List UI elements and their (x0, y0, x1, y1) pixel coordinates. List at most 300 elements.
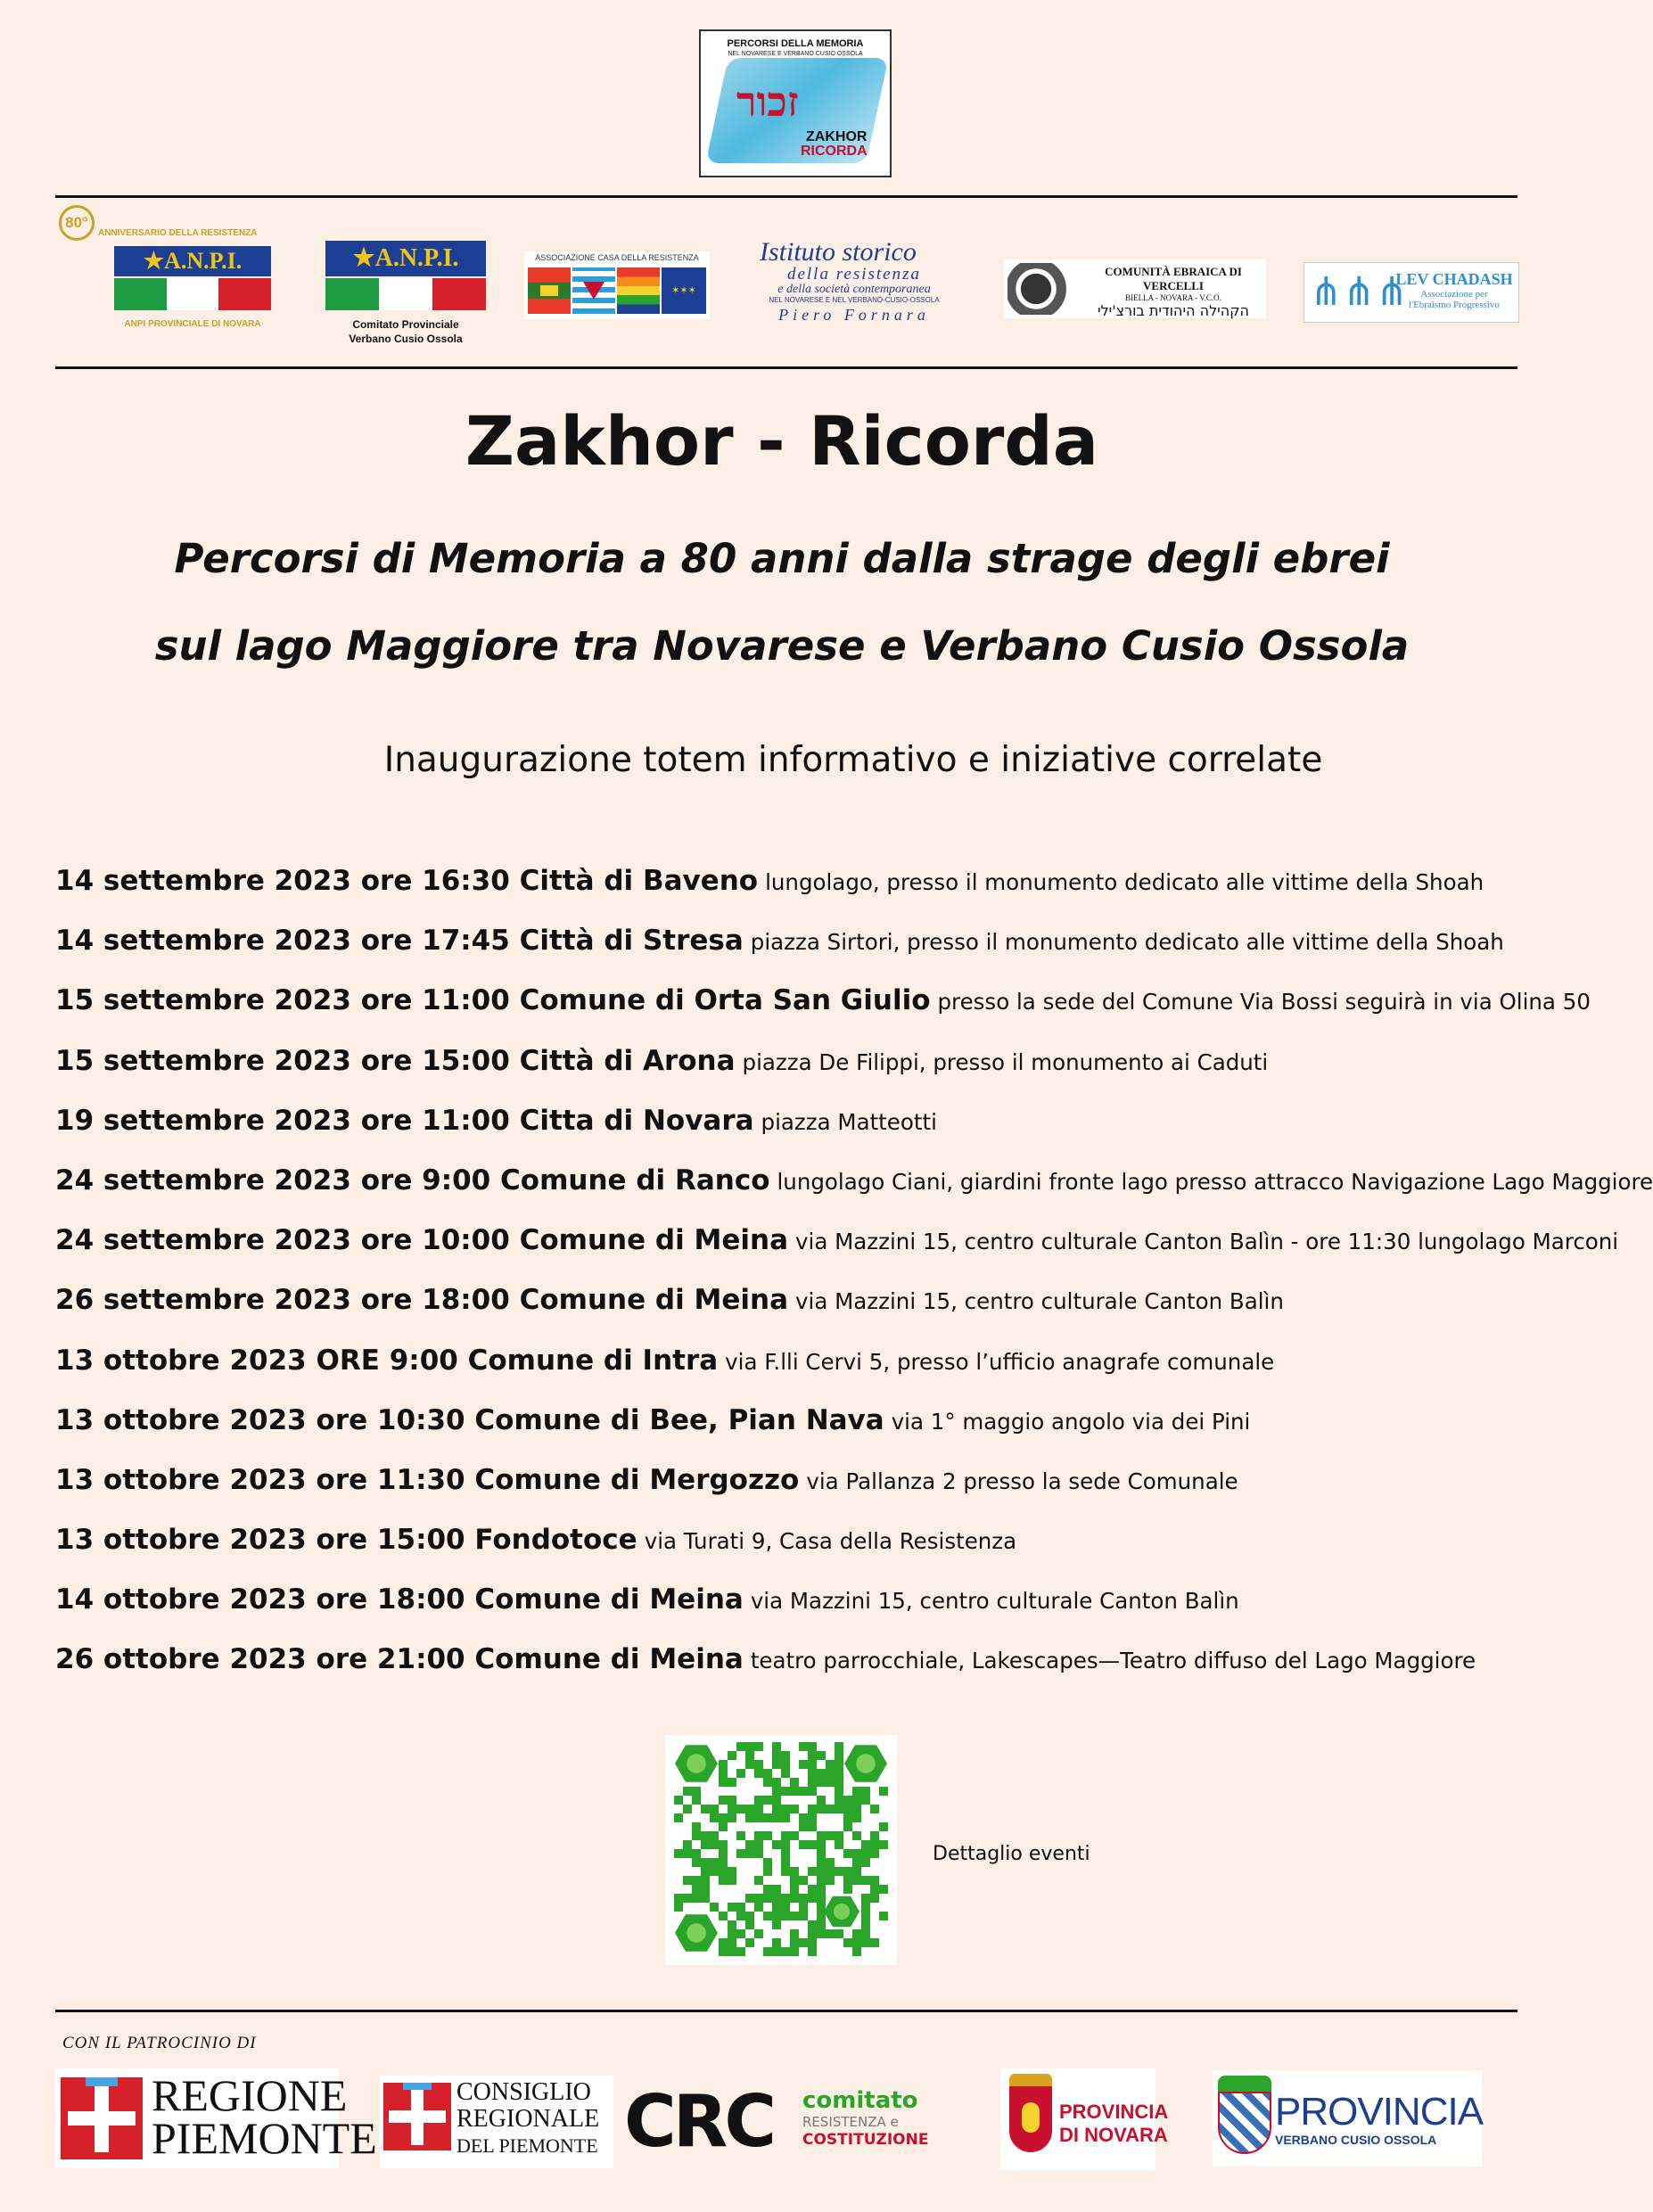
events-list (55, 865, 1653, 1704)
qr-module (763, 1778, 772, 1787)
event-when: 26 ottobre 2023 ore 21:00 Comune di Meina (55, 1643, 744, 1676)
qr-module (710, 1813, 719, 1822)
qr-module (754, 1894, 763, 1903)
event-item (55, 1524, 1535, 1583)
qr-module (852, 1813, 861, 1822)
qr-module (736, 1903, 745, 1912)
qr-module (790, 1885, 799, 1894)
qr-module (843, 1813, 852, 1822)
qr-module (817, 1903, 826, 1912)
qr-module (861, 1929, 870, 1938)
qr-module (781, 1787, 790, 1796)
qr-module (754, 1796, 763, 1805)
novara-line2: DI NOVARA (1059, 2124, 1168, 2146)
qr-module (781, 1831, 790, 1840)
qr-module (701, 1840, 710, 1849)
qr-module (728, 1813, 736, 1822)
qr-module (736, 1912, 745, 1920)
anniversary-caption: ANNIVERSARIO DELLA RESISTENZA (98, 228, 258, 238)
qr-module (683, 1805, 692, 1813)
qr-module (817, 1894, 826, 1903)
qr-module (817, 1912, 826, 1920)
comunita-line3: הקהילה היהודית בורצ'ילי (1097, 302, 1249, 319)
qr-module (728, 1796, 736, 1805)
qr-module (772, 1787, 781, 1796)
qr-module (790, 1805, 799, 1813)
qr-module (879, 1822, 888, 1831)
event-when: 14 ottobre 2023 ore 18:00 Comune di Meina (55, 1583, 744, 1616)
qr-module (772, 1938, 781, 1947)
qr-module (781, 1849, 790, 1858)
qr-module (736, 1769, 745, 1778)
qr-module (745, 1742, 754, 1751)
consiglio-line3: DEL PIEMONTE (456, 2134, 598, 2157)
qr-caption: Dettaglio eventi (933, 1843, 1090, 1865)
qr-module (861, 1938, 870, 1947)
qr-module (763, 1885, 772, 1894)
qr-module (692, 1831, 701, 1840)
qr-module (826, 1867, 835, 1876)
qr-module (799, 1822, 808, 1831)
qr-module (861, 1903, 870, 1912)
qr-module (683, 1894, 692, 1903)
qr-module (852, 1787, 861, 1796)
event-desc: via 1° maggio angolo via dei Pini (891, 1408, 1251, 1435)
qr-module (817, 1796, 826, 1805)
qr-module (835, 1867, 843, 1876)
qr-module (763, 1947, 772, 1956)
qr-module (719, 1876, 728, 1885)
qr-module (861, 1876, 870, 1885)
qr-module (852, 1867, 861, 1876)
qr-module (799, 1787, 808, 1796)
qr-module (674, 1796, 683, 1805)
qr-module (674, 1849, 683, 1858)
qr-finder-center (687, 1754, 706, 1773)
consiglio-line2: REGIONALE (456, 2105, 600, 2133)
qr-module (799, 1876, 808, 1885)
qr-module (790, 1787, 799, 1796)
event-desc: lungolago Ciani, giardini fronte lago presso attracco Navigazione Lago Maggiore (777, 1168, 1653, 1195)
qr-module (870, 1840, 879, 1849)
qr-module (710, 1840, 719, 1849)
crc-line2: RESISTENZA e (802, 2114, 899, 2130)
qr-module (763, 1858, 772, 1867)
qr-module (772, 1885, 781, 1894)
qr-module (817, 1885, 826, 1894)
qr-module (870, 1894, 879, 1903)
divider-partners (55, 366, 1517, 369)
qr-module (772, 1903, 781, 1912)
qr-module (852, 1831, 861, 1840)
event-when: 14 settembre 2023 ore 16:30 Città di Baveno (55, 865, 759, 897)
qr-module (754, 1813, 763, 1822)
patronage-label: CON IL PATROCINIO DI (62, 2034, 257, 2052)
qr-module (843, 1885, 852, 1894)
event-when: 13 ottobre 2023 ore 15:00 Fondotoce (55, 1524, 637, 1557)
qr-module (781, 1769, 790, 1778)
qr-module (683, 1876, 692, 1885)
qr-module (781, 1805, 790, 1813)
logo-line2: NEL NOVARESE E VERBANO CUSIO OSSOLA (728, 51, 863, 57)
qr-module (719, 1822, 728, 1831)
qr-module (692, 1849, 701, 1858)
qr-module (701, 1876, 710, 1885)
qr-module (817, 1858, 826, 1867)
comunita-line2: BIELLA - NOVARA - V.C.O. (1125, 293, 1221, 302)
qr-module (781, 1840, 790, 1849)
qr-module (808, 1787, 817, 1796)
qr-module (763, 1912, 772, 1920)
qr-module (861, 1894, 870, 1903)
qr-module (772, 1751, 781, 1760)
qr-module (763, 1867, 772, 1876)
qr-module (719, 1769, 728, 1778)
consiglio-regionale-logo (380, 2076, 613, 2168)
qr-module (754, 1840, 763, 1849)
qr-module (835, 1805, 843, 1813)
qr-module (754, 1831, 763, 1840)
qr-module (745, 1751, 754, 1760)
qr-module (790, 1912, 799, 1920)
qr-module (674, 1813, 683, 1822)
qr-module (710, 1903, 719, 1912)
vco-crest-icon (1218, 2076, 1271, 2161)
qr-module (861, 1796, 870, 1805)
comunita-line1: COMUNITÀ EBRAICA DI VERCELLI (1105, 265, 1242, 292)
qr-module (870, 1849, 879, 1858)
qr-module (692, 1822, 701, 1831)
istituto-line5: Piero Fornara (778, 306, 930, 324)
provincia-novara-logo (1000, 2068, 1169, 2170)
qr-finder-center (834, 1904, 850, 1920)
qr-module (683, 1840, 692, 1849)
qr-module (826, 1831, 835, 1840)
italian-flag-stripes (325, 278, 486, 310)
qr-module (790, 1929, 799, 1938)
event-desc: lungolago, presso il monumento dedicato alle vittime della Shoah (765, 869, 1484, 895)
event-item (55, 925, 1535, 984)
qr-module (835, 1760, 843, 1769)
event-desc: piazza De Filippi, presso il monumento ai Caduti (742, 1048, 1269, 1075)
qr-module (719, 1840, 728, 1849)
istituto-line4: NEL NOVARESE E NEL VERBANO-CUSIO-OSSOLA (769, 296, 940, 304)
event-item (55, 1164, 1653, 1224)
qr-module (817, 1867, 826, 1876)
event-item (55, 1224, 1619, 1284)
qr-module (719, 1938, 728, 1947)
qr-module (728, 1903, 736, 1912)
qr-module (736, 1831, 745, 1840)
qr-module (745, 1912, 754, 1920)
qr-module (852, 1796, 861, 1805)
casa-resistenza-caption: ASSOCIAZIONE CASA DELLA RESISTENZA (535, 253, 699, 262)
qr-module (745, 1894, 754, 1903)
event-desc: via F.lli Cervi 5, presso l’ufficio anagrafe comunale (725, 1348, 1275, 1375)
qr-module (728, 1867, 736, 1876)
event-when: 24 settembre 2023 ore 9:00 Comune di Ranco (55, 1164, 770, 1196)
qr-module (799, 1760, 808, 1769)
qr-module (879, 1840, 888, 1849)
qr-module (808, 1769, 817, 1778)
striped-flag-block (572, 267, 615, 314)
qr-module (763, 1813, 772, 1822)
qr-module (826, 1760, 835, 1769)
qr-module (799, 1912, 808, 1920)
qr-module (781, 1751, 790, 1760)
qr-module (772, 1805, 781, 1813)
qr-module (772, 1947, 781, 1956)
istituto-line2: della resistenza (786, 265, 922, 284)
qr-module (835, 1778, 843, 1787)
qr-module (719, 1849, 728, 1858)
event-when: 13 ottobre 2023 ore 10:30 Comune di Bee, Pian Nava (55, 1403, 884, 1436)
qr-module (728, 1751, 736, 1760)
qr-module (719, 1760, 728, 1769)
qr-module (817, 1876, 826, 1885)
qr-module (763, 1894, 772, 1903)
crc-line1: comitato (802, 2087, 918, 2114)
qr-module (799, 1840, 808, 1849)
qr-module (754, 1760, 763, 1769)
qr-module (719, 1912, 728, 1920)
qr-module (870, 1876, 879, 1885)
qr-module (719, 1796, 728, 1805)
qr-module (772, 1742, 781, 1751)
qr-module (772, 1778, 781, 1787)
istituto-line1: Istituto storico (760, 237, 917, 267)
qr-module (852, 1938, 861, 1947)
qr-module (799, 1894, 808, 1903)
qr-module (692, 1885, 701, 1894)
qr-module (772, 1813, 781, 1822)
qr-module (745, 1920, 754, 1929)
qr-module (861, 1858, 870, 1867)
qr-module (870, 1831, 879, 1840)
qr-module (879, 1787, 888, 1796)
qr-module (736, 1849, 745, 1858)
qr-module (754, 1769, 763, 1778)
qr-module (745, 1805, 754, 1813)
regione-piemonte-logo (55, 2068, 377, 2168)
qr-module (772, 1920, 781, 1929)
qr-module (808, 1938, 817, 1947)
qr-module (826, 1929, 835, 1938)
qr-module (852, 1858, 861, 1867)
qr-module (781, 1813, 790, 1822)
qr-module (790, 1938, 799, 1947)
qr-module (808, 1920, 817, 1929)
event-item (55, 865, 1535, 925)
qr-module (736, 1929, 745, 1938)
vco-line1: PROVINCIA (1275, 2090, 1484, 2134)
event-desc: teatro parrocchiale, Lakescapes—Teatro diffuso del Lago Maggiore (750, 1648, 1476, 1674)
qr-module (852, 1849, 861, 1858)
qr-module (710, 1805, 719, 1813)
event-item (55, 1643, 1535, 1703)
subtitle-line1: Percorsi di Memoria a 80 anni dalla strage degli ebrei (174, 535, 1390, 582)
qr-module (701, 1858, 710, 1867)
qr-module (701, 1867, 710, 1876)
qr-module (808, 1822, 817, 1831)
page-title: Zakhor - Ricorda (465, 401, 1099, 481)
qr-module (835, 1831, 843, 1840)
qr-module (817, 1805, 826, 1813)
qr-module (817, 1831, 826, 1840)
qr-module (728, 1929, 736, 1938)
qr-module (772, 1840, 781, 1849)
event-when: 13 ottobre 2023 ore 11:30 Comune di Mergozzo (55, 1463, 800, 1496)
event-desc: piazza Matteotti (761, 1108, 937, 1135)
qr-module (728, 1805, 736, 1813)
qr-module (808, 1885, 817, 1894)
qr-module (817, 1778, 826, 1787)
qr-module (719, 1947, 728, 1956)
consiglio-line1: CONSIGLIO (456, 2078, 591, 2106)
qr-module (808, 1760, 817, 1769)
event-item (55, 1583, 1535, 1643)
event-desc: piazza Sirtori, presso il monumento dedicato alle vittime della Shoah (750, 929, 1504, 956)
qr-module (781, 1947, 790, 1956)
logo-word-zakhor: ZAKHOR (806, 129, 868, 144)
event-item (55, 1404, 1535, 1464)
event-when: 13 ottobre 2023 ORE 9:00 Comune di Intra (55, 1344, 719, 1377)
event-item (55, 1464, 1535, 1524)
qr-module (772, 1912, 781, 1920)
qr-module (710, 1858, 719, 1867)
qr-module (799, 1813, 808, 1822)
event-desc: presso la sede del Comune Via Bossi seguirà in via Olina 50 (937, 989, 1591, 1016)
qr-module (870, 1885, 879, 1894)
qr-module (781, 1912, 790, 1920)
event-item (55, 1344, 1535, 1404)
event-desc: via Pallanza 2 presso la sede Comunale (806, 1468, 1238, 1494)
qr-module (754, 1805, 763, 1813)
qr-module (852, 1805, 861, 1813)
qr-module (835, 1751, 843, 1760)
provincia-vco-logo (1213, 2070, 1482, 2167)
qr-code[interactable] (665, 1735, 897, 1965)
qr-module (817, 1849, 826, 1858)
qr-module (826, 1769, 835, 1778)
qr-module (808, 1813, 817, 1822)
qr-module (781, 1760, 790, 1769)
event-item (55, 1284, 1535, 1344)
qr-module (781, 1894, 790, 1903)
qr-module (736, 1947, 745, 1956)
anpi-name: ★A.N.P.I. (114, 246, 271, 276)
qr-module (852, 1947, 861, 1956)
qr-module (808, 1929, 817, 1938)
qr-module (728, 1778, 736, 1787)
qr-module (745, 1760, 754, 1769)
qr-module (835, 1742, 843, 1751)
peace-flag-block (617, 267, 660, 314)
event-item (55, 984, 1591, 1044)
qr-module (701, 1885, 710, 1894)
qr-module (763, 1796, 772, 1805)
shofar-engraving-icon (1007, 263, 1079, 315)
event-desc: via Mazzini 15, centro culturale Canton Balìn (795, 1288, 1284, 1315)
qr-module (790, 1894, 799, 1903)
qr-module (790, 1778, 799, 1787)
qr-module (852, 1929, 861, 1938)
qr-module (799, 1903, 808, 1912)
qr-module (710, 1831, 719, 1840)
qr-module (790, 1876, 799, 1885)
italian-flag-stripes (114, 278, 271, 310)
qr-module (861, 1849, 870, 1858)
qr-module (745, 1840, 754, 1849)
comunita-ebraica-logo (1004, 259, 1266, 318)
event-when: 26 settembre 2023 ore 18:00 Comune di Meina (55, 1284, 789, 1317)
qr-module (745, 1938, 754, 1947)
event-item (55, 1045, 1535, 1105)
qr-module (799, 1742, 808, 1751)
lev-chadash-logo (1303, 262, 1519, 323)
event-when: 24 settembre 2023 ore 10:00 Comune di Meina (55, 1224, 789, 1257)
qr-module (692, 1787, 701, 1796)
logo-word-ricorda: RICORDA (801, 144, 868, 159)
qr-module (843, 1876, 852, 1885)
qr-module (790, 1831, 799, 1840)
qr-module (843, 1822, 852, 1831)
qr-module (790, 1867, 799, 1876)
qr-module (692, 1858, 701, 1867)
piemonte-cross-icon (61, 2077, 143, 2159)
qr-module (772, 1894, 781, 1903)
qr-module (817, 1769, 826, 1778)
qr-module (710, 1867, 719, 1876)
anpi-vco-caption (323, 317, 489, 346)
qr-module (728, 1938, 736, 1947)
qr-module (692, 1876, 701, 1885)
piemonte-cross-icon (383, 2083, 451, 2150)
qr-module (781, 1858, 790, 1867)
qr-module (736, 1742, 745, 1751)
event-when: 14 settembre 2023 ore 17:45 Città di Stresa (55, 925, 744, 958)
lev-chadash-line2: l'Ebraismo Progressivo (1409, 300, 1500, 310)
qr-module (719, 1858, 728, 1867)
qr-module (719, 1778, 728, 1787)
qr-module (843, 1805, 852, 1813)
crc-line3: COSTITUZIONE (802, 2131, 929, 2149)
qr-module (754, 1929, 763, 1938)
qr-finder-center (856, 1754, 876, 1773)
event-item (55, 1105, 1535, 1164)
qr-module (861, 1912, 870, 1920)
qr-module (701, 1894, 710, 1903)
red-flag-block (528, 267, 571, 314)
qr-module (817, 1929, 826, 1938)
logo-line1: PERCORSI DELLA MEMORIA (727, 38, 864, 49)
qr-module (835, 1787, 843, 1796)
qr-module (835, 1769, 843, 1778)
qr-finder-center (687, 1923, 706, 1943)
qr-module (754, 1849, 763, 1858)
regione-line1: REGIONE (152, 2070, 348, 2120)
qr-module (826, 1858, 835, 1867)
qr-module (843, 1849, 852, 1858)
qr-code-graphic (665, 1735, 897, 1965)
qr-module (808, 1867, 817, 1876)
qr-module (826, 1876, 835, 1885)
menorah-icon: ⋔⋔⋔ (1310, 270, 1409, 314)
qr-module (745, 1813, 754, 1822)
anpi-vco-caption-line2: Verbano Cusio Ossola (349, 333, 463, 345)
qr-module (843, 1867, 852, 1876)
anpi-vco-caption-line1: Comitato Provinciale (352, 318, 459, 331)
